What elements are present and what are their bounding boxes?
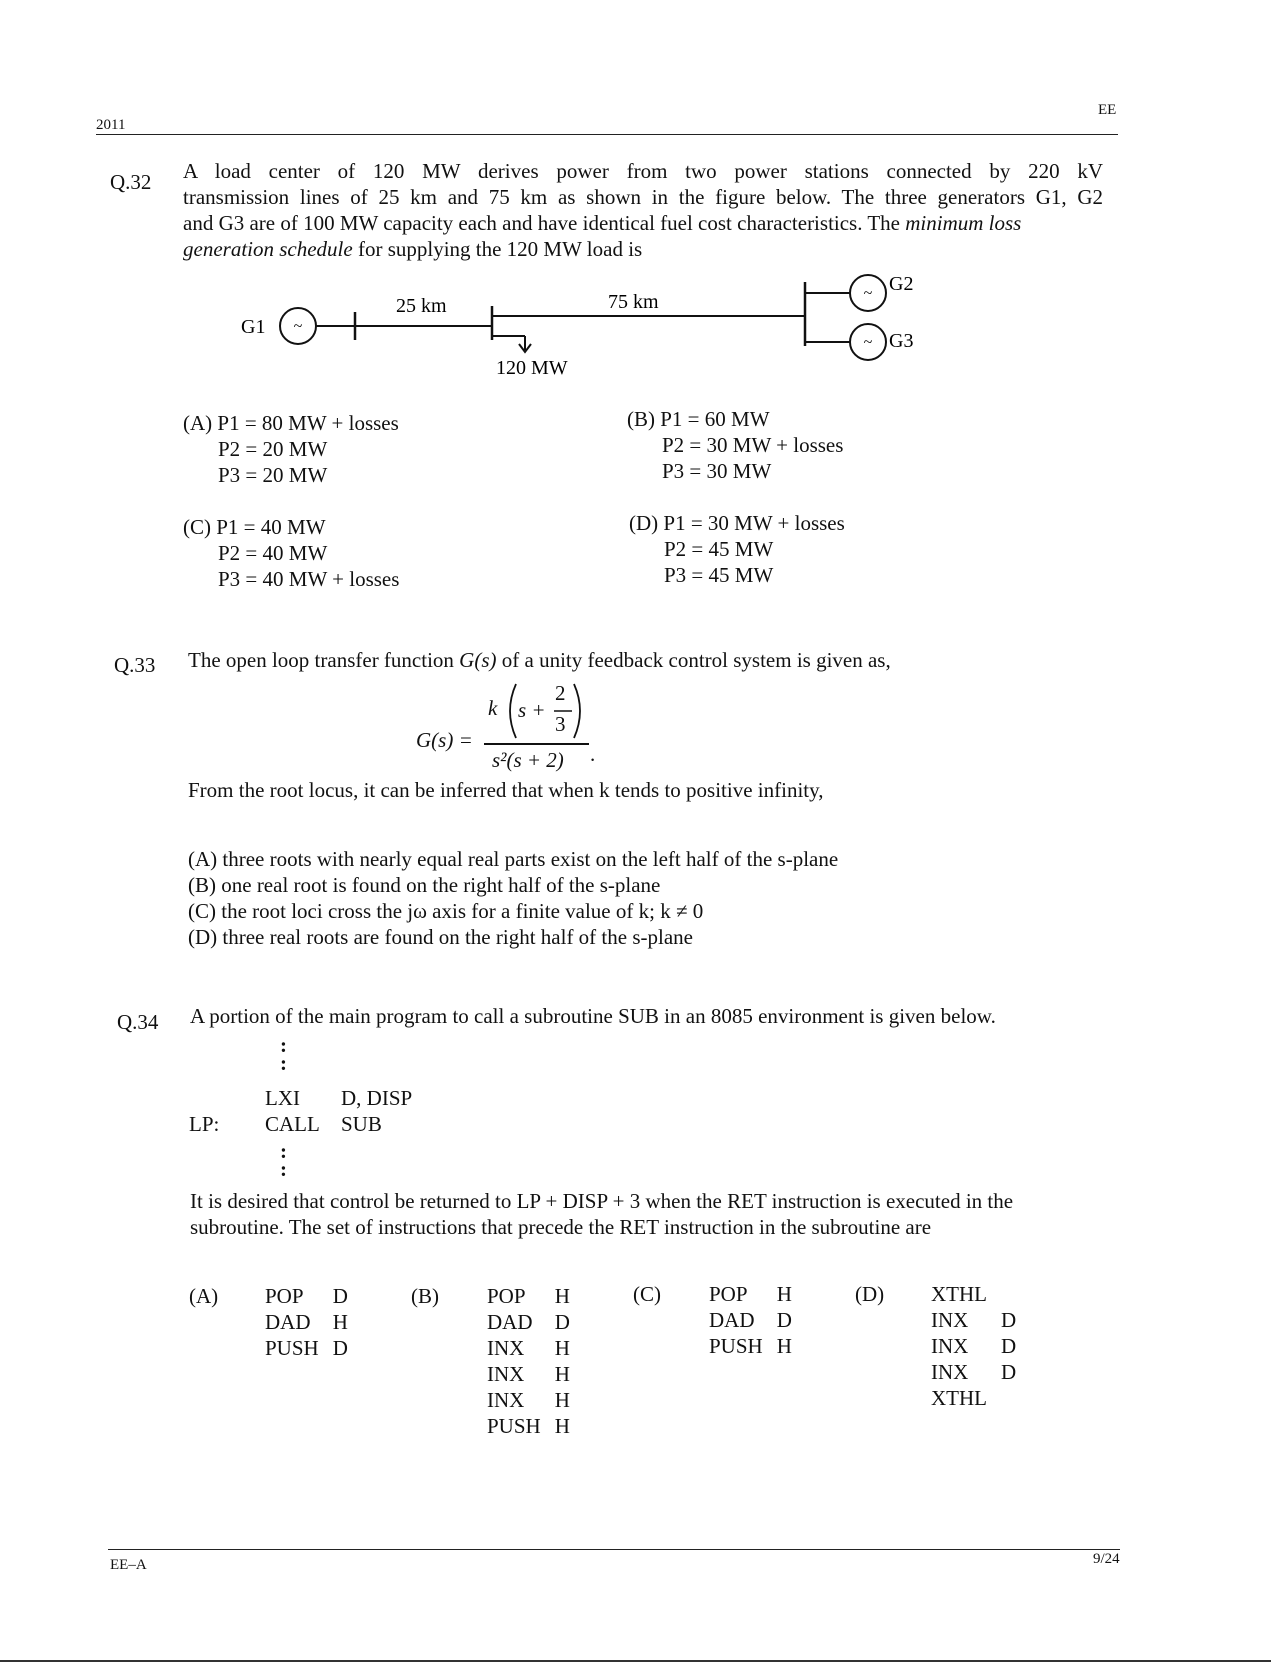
code-line-1-arg: D, DISP: [341, 1086, 413, 1110]
q34-description: [190, 1188, 1013, 1240]
line-25km-label: 25 km: [396, 295, 447, 317]
q34-a-arg-3: D: [332, 1336, 348, 1360]
q32-option-a[interactable]: [183, 410, 399, 488]
q32-option-a-line-3: P3 = 20 MW: [218, 463, 328, 487]
q34-c-arg-3: H: [776, 1334, 792, 1358]
q34-a-arg-1: D: [332, 1284, 348, 1308]
q33-option-b[interactable]: (B) one real root is found on the right half of the s-plane: [188, 873, 661, 897]
eq-k: k: [488, 696, 498, 720]
q34-b-arg-6: H: [554, 1414, 570, 1438]
q33-intro-a: The open loop transfer function: [188, 648, 460, 672]
q32-option-d[interactable]: [629, 510, 845, 588]
g2-tilde: ~: [863, 285, 873, 302]
q34-c-arg-1: H: [776, 1282, 792, 1306]
q34-c-op-1: POP: [709, 1282, 748, 1306]
q34-b-arg-5: H: [554, 1388, 570, 1412]
g1-tilde: ~: [293, 318, 303, 335]
q34-option-d-code: [931, 1281, 1030, 1411]
q34-b-arg-3: H: [554, 1336, 570, 1360]
q32-option-c[interactable]: [183, 514, 399, 592]
q34-b-arg-1: H: [554, 1284, 570, 1308]
q32-option-b-line-3: P3 = 30 MW: [662, 459, 772, 483]
q32-option-d-line-3: P3 = 45 MW: [664, 563, 774, 587]
q34-d-arg-4: D: [1001, 1360, 1017, 1384]
header-paper-code: EE: [1098, 102, 1117, 118]
q33-intro: [188, 648, 891, 673]
code-line-2-label: LP:: [189, 1112, 220, 1136]
q34-option-d-label: (D): [855, 1282, 885, 1306]
q34-c-arg-2: D: [776, 1308, 792, 1332]
eq-frac-num: 2: [555, 681, 566, 705]
q32-option-c-line-2: P2 = 40 MW: [218, 541, 328, 565]
code-line-1: [189, 1085, 412, 1111]
q34-a-op-2: DAD: [265, 1310, 311, 1334]
code-line-2-op: CALL: [265, 1112, 320, 1136]
q33-option-d[interactable]: (D) three real roots are found on the right half of the s-plane: [188, 925, 693, 949]
q34-d-op-4: INX: [931, 1360, 969, 1384]
header-rule: [96, 134, 1118, 135]
q32-line-1: A load center of 120 MW derives power from two power stations connected by 220 kV: [183, 159, 1103, 183]
q34-b-op-1: POP: [487, 1284, 526, 1308]
q32-option-a-line-1: (A) P1 = 80 MW + losses: [183, 411, 399, 435]
q32-power-system-diagram: [230, 270, 930, 390]
q34-a-op-1: POP: [265, 1284, 304, 1308]
q32-line-4: [183, 236, 1103, 262]
q34-a-arg-2: H: [332, 1310, 348, 1334]
q34-code: [189, 1085, 412, 1137]
footer-rule: [108, 1549, 1120, 1550]
q34-number: Q.34: [117, 1010, 159, 1034]
q32-line-3: [183, 210, 1103, 236]
footer-code: EE–A: [110, 1557, 147, 1573]
q33-intro-b: of a unity feedback control system is given as,: [496, 648, 891, 672]
q34-b-op-5: INX: [487, 1388, 525, 1412]
q34-d-arg-1: [1001, 1281, 1030, 1307]
q32-option-b-line-1: (B) P1 = 60 MW: [627, 407, 770, 431]
q32-option-b[interactable]: [627, 406, 843, 484]
eq-denominator: s²(s + 2): [492, 748, 564, 772]
q34-option-c-label: (C): [633, 1282, 661, 1306]
eq-fraction-bar: [484, 743, 589, 745]
q34-desc-line-1: It is desired that control be returned to LP + DISP + 3 when the RET instruction is executed in the: [190, 1189, 1014, 1213]
g2-label: G2: [889, 273, 914, 295]
q32-option-d-line-2: P2 = 45 MW: [664, 537, 774, 561]
q34-desc-line-2: subroutine. The set of instructions that precede the RET instruction in the subroutine are: [190, 1215, 932, 1239]
footer-page-number: 9/24: [1093, 1551, 1120, 1567]
eq-s-plus: s +: [518, 698, 546, 722]
q34-c-op-3: PUSH: [709, 1334, 763, 1358]
q32-number: Q.32: [110, 170, 152, 194]
code-dot-1: :: [280, 1033, 287, 1057]
eq-frac-den: 3: [555, 712, 566, 736]
code-ellipsis-bottom: [280, 1139, 287, 1181]
code-line-1-op: LXI: [265, 1086, 300, 1110]
eq-lhs: G(s) =: [416, 728, 473, 752]
q34-a-op-3: PUSH: [265, 1336, 319, 1360]
q34-b-arg-2: D: [554, 1310, 570, 1334]
code-dot-4: :: [280, 1157, 287, 1181]
g3-tilde: ~: [863, 334, 873, 351]
q34-b-op-2: DAD: [487, 1310, 533, 1334]
q34-d-arg-5: [1001, 1385, 1030, 1411]
q33-option-a[interactable]: (A) three roots with nearly equal real parts exist on the left half of the s-plane: [188, 847, 839, 871]
code-line-2: [189, 1111, 412, 1137]
q34-b-op-6: PUSH: [487, 1414, 541, 1438]
q34-d-arg-2: D: [1001, 1308, 1017, 1332]
code-line-2-arg: SUB: [341, 1112, 382, 1136]
q34-d-op-1: XTHL: [931, 1282, 987, 1306]
q33-infer: From the root locus, it can be inferred that when k tends to positive infinity,: [188, 778, 824, 802]
q32-option-d-line-1: (D) P1 = 30 MW + losses: [629, 511, 845, 535]
q32-emphasis-2: generation schedule: [183, 237, 353, 261]
q32-option-c-line-3: P3 = 40 MW + losses: [218, 567, 400, 591]
g1-label: G1: [241, 316, 266, 338]
q34-d-arg-3: D: [1001, 1334, 1017, 1358]
header-year: 2011: [96, 117, 126, 133]
q33-options: [188, 846, 838, 950]
q34-b-op-4: INX: [487, 1362, 525, 1386]
line-75km-label: 75 km: [608, 291, 659, 313]
q34-c-op-2: DAD: [709, 1308, 755, 1332]
q32-text: [183, 158, 1103, 262]
q32-line-4-text: for supplying the 120 MW load is: [352, 237, 643, 261]
q34-d-op-2: INX: [931, 1308, 969, 1332]
load-label: 120 MW: [496, 357, 568, 379]
q34-option-b-label: (B): [411, 1284, 439, 1308]
g3-label: G3: [889, 330, 914, 352]
code-dot-2: :: [280, 1051, 287, 1075]
q33-option-c[interactable]: (C) the root loci cross the jω axis for a finite value of k; k ≠ 0: [188, 899, 704, 923]
q34-b-arg-4: H: [554, 1362, 570, 1386]
q34-option-b-code: [487, 1283, 584, 1439]
q34-d-op-5: XTHL: [931, 1386, 987, 1410]
q32-line-2: transmission lines of 25 km and 75 km as shown in the figure below. The three generators G1, G2: [183, 185, 1103, 209]
code-ellipsis-top: [280, 1033, 287, 1075]
q32-line-3-text: and G3 are of 100 MW capacity each and have identical fuel cost characteristics. The: [183, 211, 900, 235]
eq-period: .: [590, 742, 596, 766]
q33-intro-g: G(s): [459, 648, 497, 672]
q34-option-a-code: [265, 1283, 362, 1361]
q32-emphasis: minimum loss: [905, 211, 1022, 235]
q32-option-b-line-2: P2 = 30 MW + losses: [662, 433, 844, 457]
q34-d-op-3: INX: [931, 1334, 969, 1358]
q32-option-a-line-2: P2 = 20 MW: [218, 437, 328, 461]
q34-intro: A portion of the main program to call a subroutine SUB in an 8085 environment is given below.: [190, 1004, 996, 1028]
scan-bottom-edge: [0, 1660, 1271, 1662]
q34-option-a-label: (A): [189, 1284, 219, 1308]
q32-option-c-line-1: (C) P1 = 40 MW: [183, 515, 326, 539]
code-dot-3: :: [280, 1139, 287, 1163]
q33-number: Q.33: [114, 653, 156, 677]
q34-b-op-3: INX: [487, 1336, 525, 1360]
q34-option-c-code: [709, 1281, 806, 1359]
